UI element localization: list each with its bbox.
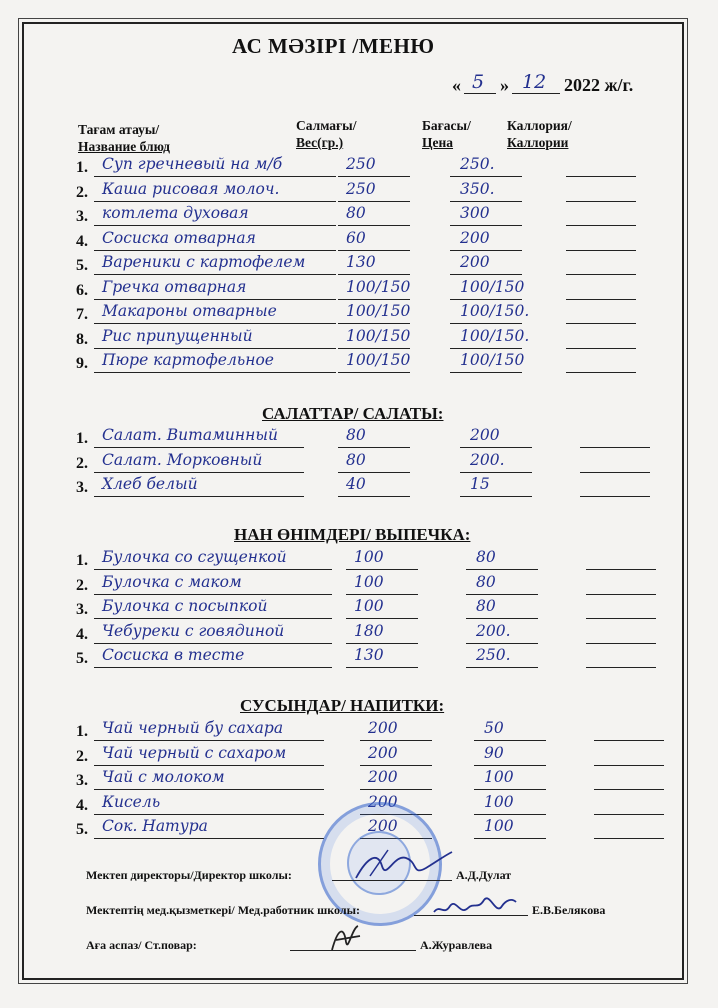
dish-weight: 200 (368, 768, 398, 786)
row-number: 4. (76, 232, 88, 250)
name-underline (94, 765, 324, 766)
dish-weight: 250 (346, 179, 376, 198)
name-underline (94, 789, 324, 790)
weight-underline (346, 594, 418, 595)
chef-signature (326, 922, 366, 956)
dish-price: 80 (476, 572, 496, 591)
name-underline (94, 838, 324, 839)
dish-weight: 130 (354, 646, 384, 664)
menu-row (76, 599, 656, 621)
name-underline (94, 250, 336, 251)
dish-name: Салат. Витаминный (102, 426, 278, 444)
weight-underline (338, 372, 410, 373)
dish-weight: 130 (346, 253, 376, 271)
name-underline (94, 472, 304, 473)
dish-weight: 100 (354, 572, 384, 591)
dish-price: 100/150. (460, 326, 530, 345)
page-title: АС МӘЗІРІ /МЕНЮ (232, 34, 435, 58)
header-calories (507, 117, 572, 151)
calories-underline (580, 496, 650, 497)
weight-underline (338, 348, 410, 349)
weight-underline (360, 765, 432, 766)
menu-row (76, 477, 656, 499)
dish-name: Гречка отварная (102, 277, 247, 296)
medic-name: Е.В.Белякова (532, 903, 606, 917)
weight-underline (346, 569, 418, 570)
name-underline (94, 447, 304, 448)
date-day: 5 (472, 71, 485, 93)
dish-price: 250. (460, 155, 495, 173)
dish-price: 100/150. (460, 302, 530, 320)
header-price (422, 117, 471, 151)
section-bakery-title: НАН ӨНІМДЕРІ/ ВЫПЕЧКА: (234, 525, 471, 544)
dish-price: 100/150 (460, 351, 525, 369)
calories-underline (580, 447, 650, 448)
dish-weight: 60 (346, 228, 366, 247)
price-underline (450, 176, 522, 177)
dish-weight: 100/150 (346, 351, 411, 369)
dish-weight: 80 (346, 204, 366, 222)
menu-row (76, 157, 656, 179)
dish-price: 250. (476, 646, 511, 664)
row-number: 8. (76, 330, 88, 348)
menu-row (76, 353, 656, 375)
dish-price: 200 (460, 253, 490, 271)
dish-price: 80 (476, 597, 496, 615)
dish-name: Чай черный с сахаром (102, 743, 287, 762)
weight-underline (360, 789, 432, 790)
name-underline (94, 299, 336, 300)
weight-underline (338, 472, 410, 473)
row-number: 2. (76, 183, 88, 201)
dish-weight: 200 (368, 792, 398, 811)
price-underline (474, 789, 546, 790)
dish-price: 15 (470, 475, 490, 493)
header-name-kz: Тағам атауы/ (78, 122, 160, 137)
weight-underline (346, 618, 418, 619)
weight-underline (346, 643, 418, 644)
calories-underline (586, 618, 656, 619)
menu-row (76, 304, 656, 326)
name-underline (94, 496, 304, 497)
director-label: Мектеп директоры/Директор школы: (86, 868, 292, 882)
row-number: 3. (76, 479, 88, 496)
header-name-ru: Название блюд (78, 139, 171, 154)
name-underline (94, 323, 336, 324)
price-underline (450, 348, 522, 349)
dish-price: 80 (476, 548, 496, 566)
row-number: 5. (76, 257, 88, 274)
weight-underline (338, 299, 410, 300)
name-underline (94, 594, 332, 595)
calories-underline (594, 838, 664, 839)
weight-underline (338, 176, 410, 177)
medic-signature (430, 890, 520, 922)
price-underline (466, 643, 538, 644)
row-number: 1. (76, 159, 88, 176)
menu-row (76, 255, 656, 277)
weight-underline (360, 740, 432, 741)
dish-price: 90 (484, 743, 504, 762)
dish-name: Макароны отварные (102, 302, 277, 320)
header-name (78, 121, 170, 155)
dish-name: Булочка со сгущенкой (102, 548, 287, 566)
dish-name: Вареники с картофелем (102, 253, 306, 271)
header-calories-ru: Каллории (507, 135, 569, 150)
section-drinks-title: СУСЫНДАР/ НАПИТКИ: (240, 696, 445, 715)
dish-weight: 200 (368, 817, 398, 835)
director-name: А.Д.Дулат (456, 868, 512, 882)
date-open-quote: « (452, 75, 461, 95)
price-underline (474, 765, 546, 766)
name-underline (94, 643, 332, 644)
dish-name: Салат. Морковный (102, 450, 263, 469)
price-underline (450, 299, 522, 300)
price-underline (450, 274, 522, 275)
date-line (452, 72, 652, 100)
price-underline (460, 472, 532, 473)
dish-name: Булочка с маком (102, 572, 242, 591)
price-underline (450, 323, 522, 324)
price-underline (450, 201, 522, 202)
menu-row (76, 770, 656, 792)
dish-weight: 200 (368, 719, 398, 737)
name-underline (94, 225, 336, 226)
menu-row (76, 743, 656, 768)
calories-underline (566, 176, 636, 177)
dish-price: 350. (460, 179, 495, 198)
row-number: 3. (76, 208, 88, 225)
dish-weight: 100/150 (346, 277, 411, 296)
menu-row (76, 621, 656, 646)
calories-underline (566, 250, 636, 251)
header-price-ru: Цена (422, 135, 454, 150)
price-underline (460, 447, 532, 448)
calories-underline (566, 274, 636, 275)
calories-underline (586, 643, 656, 644)
date-month: 12 (522, 71, 547, 93)
dish-weight: 80 (346, 426, 366, 444)
name-underline (94, 274, 336, 275)
row-number: 4. (76, 625, 88, 643)
row-number: 3. (76, 601, 88, 618)
menu-row (76, 277, 656, 302)
weight-underline (346, 667, 418, 668)
chef-label: Аға аспаз/ Ст.повар: (86, 938, 197, 952)
header-weight-kz: Салмағы/ (296, 118, 357, 133)
menu-row (76, 721, 656, 743)
dish-price: 300 (460, 204, 490, 222)
weight-underline (338, 496, 410, 497)
row-number: 5. (76, 821, 88, 838)
dish-name: Чай черный бу сахара (102, 719, 284, 737)
name-underline (94, 618, 332, 619)
price-underline (466, 618, 538, 619)
row-number: 4. (76, 796, 88, 814)
row-number: 7. (76, 306, 88, 323)
row-number: 2. (76, 454, 88, 472)
section-salads-title: САЛАТТАР/ САЛАТЫ: (262, 404, 444, 423)
calories-underline (580, 472, 650, 473)
dish-name: Сосиска в тесте (102, 646, 245, 664)
price-underline (474, 740, 546, 741)
calories-underline (566, 201, 636, 202)
dish-weight: 100 (354, 548, 384, 566)
calories-underline (566, 299, 636, 300)
row-number: 6. (76, 281, 88, 299)
medic-label: Мектептің мед.қызметкері/ Мед.работник школы: (86, 903, 360, 917)
price-underline (474, 814, 546, 815)
header-weight (296, 117, 356, 151)
row-number: 2. (76, 576, 88, 594)
header-weight-ru: Вес(гр.) (296, 135, 344, 150)
dish-weight: 100/150 (346, 326, 411, 345)
dish-name: Пюре картофельное (102, 351, 274, 369)
menu-row (76, 572, 656, 597)
dish-price: 100 (484, 817, 514, 835)
dish-name: Кисель (102, 792, 161, 811)
dish-price: 100/150 (460, 277, 525, 296)
dish-weight: 200 (368, 743, 398, 762)
dish-name: Хлеб белый (102, 475, 198, 493)
dish-weight: 100 (354, 597, 384, 615)
price-underline (466, 569, 538, 570)
name-underline (94, 201, 336, 202)
dish-name: Рис припущенный (102, 326, 253, 345)
row-number: 9. (76, 355, 88, 372)
dish-price: 200 (460, 228, 490, 247)
dish-price: 200. (470, 450, 505, 469)
row-number: 1. (76, 552, 88, 569)
price-underline (466, 667, 538, 668)
dish-name: Каша рисовая молоч. (102, 179, 280, 198)
dish-weight: 80 (346, 450, 366, 469)
dish-weight: 100/150 (346, 302, 411, 320)
price-underline (450, 372, 522, 373)
dish-name: Чебуреки с говядиной (102, 621, 285, 640)
calories-underline (586, 569, 656, 570)
name-underline (94, 176, 336, 177)
dish-name: Сосиска отварная (102, 228, 256, 247)
dish-name: Булочка с посыпкой (102, 597, 268, 615)
calories-underline (594, 814, 664, 815)
menu-row (76, 228, 656, 253)
dish-weight: 40 (346, 475, 366, 493)
chef-name: А.Журавлева (420, 938, 493, 952)
price-underline (466, 594, 538, 595)
dish-weight: 250 (346, 155, 376, 173)
calories-underline (586, 667, 656, 668)
dish-name: котлета духовая (102, 204, 249, 222)
dish-price: 100 (484, 792, 514, 811)
menu-row (76, 550, 656, 572)
calories-underline (594, 789, 664, 790)
dish-weight: 180 (354, 621, 384, 640)
weight-underline (338, 225, 410, 226)
menu-row (76, 648, 656, 670)
calories-underline (594, 740, 664, 741)
weight-underline (338, 274, 410, 275)
calories-underline (586, 594, 656, 595)
row-number: 1. (76, 723, 88, 740)
menu-row (76, 326, 656, 351)
name-underline (94, 740, 324, 741)
name-underline (94, 569, 332, 570)
price-underline (460, 496, 532, 497)
dish-price: 200. (476, 621, 511, 640)
director-signature (348, 846, 458, 886)
price-underline (450, 250, 522, 251)
row-number: 2. (76, 747, 88, 765)
row-number: 1. (76, 430, 88, 447)
weight-underline (338, 447, 410, 448)
weight-underline (338, 250, 410, 251)
menu-row (76, 428, 656, 450)
dish-price: 100 (484, 768, 514, 786)
calories-underline (566, 348, 636, 349)
calories-underline (566, 372, 636, 373)
name-underline (94, 667, 332, 668)
dish-price: 50 (484, 719, 504, 737)
menu-row (76, 179, 656, 204)
row-number: 3. (76, 772, 88, 789)
dish-name: Суп гречневый на м/б (102, 155, 283, 173)
name-underline (94, 348, 336, 349)
calories-underline (566, 323, 636, 324)
row-number: 5. (76, 650, 88, 667)
price-underline (474, 838, 546, 839)
weight-underline (338, 323, 410, 324)
date-year: 2022 ж/г. (564, 75, 634, 95)
name-underline (94, 814, 324, 815)
calories-underline (594, 765, 664, 766)
calories-underline (566, 225, 636, 226)
name-underline (94, 372, 336, 373)
weight-underline (338, 201, 410, 202)
dish-price: 200 (470, 426, 500, 444)
menu-row (76, 450, 656, 475)
dish-name: Чай с молоком (102, 768, 225, 786)
header-price-kz: Бағасы/ (422, 118, 471, 133)
price-underline (450, 225, 522, 226)
date-close-quote: » (500, 75, 509, 95)
header-calories-kz: Каллория/ (507, 118, 572, 133)
menu-row (76, 206, 656, 228)
dish-name: Сок. Натура (102, 817, 208, 835)
